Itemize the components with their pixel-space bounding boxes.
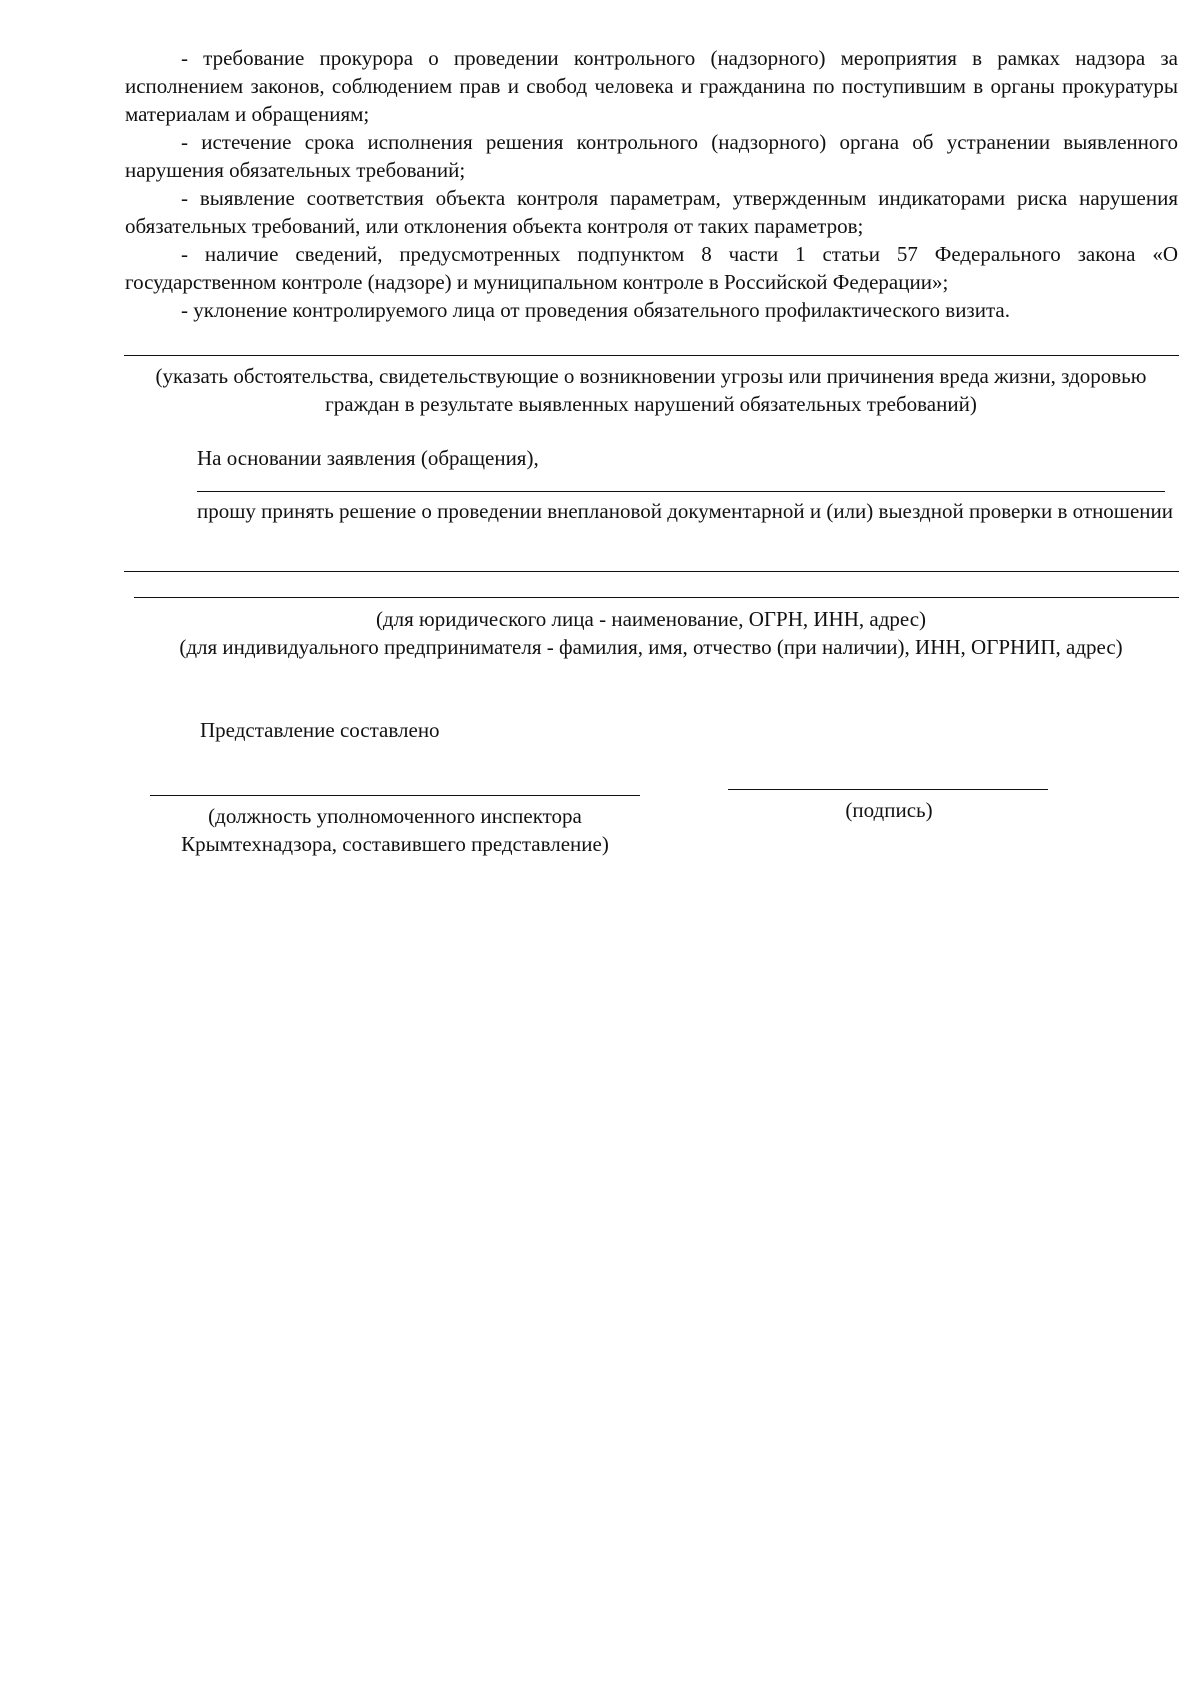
entity-caption-legal: (для юридического лица - наименование, ОГРН, ИНН, адрес) <box>375 607 927 631</box>
entity-blank-line-1 <box>124 571 1179 572</box>
position-caption: (должность уполномоченного инспектора Крымтехнадзора, составившего представление) <box>181 804 609 856</box>
compiled-label: Представление составлено <box>200 718 440 742</box>
request-text: прошу принять решение о проведении внеплановой документарной и (или) выездной проверки в отношении <box>197 499 1174 523</box>
signature-blank-line <box>728 789 1048 790</box>
entity-blank-line-2 <box>134 597 1179 598</box>
basis-label: На основании заявления (обращения), <box>197 446 539 470</box>
entity-caption-individual: (для индивидуального предпринимателя - фамилия, имя, отчество (при наличии), ИНН, ОГРНИП, адрес) <box>179 635 1123 659</box>
ground-visit-evasion: - уклонение контролируемого лица от проведения обязательного профилактического визита. <box>181 298 1010 322</box>
ground-risk-indicators: - выявление соответствия объекта контроля параметрам, утвержденным индикаторами риска нарушения обязательных требований, или отклонения объекта контроля от таких параметров; <box>125 186 1178 238</box>
ground-deadline-expired: - истечение срока исполнения решения контрольного (надзорного) органа об устранении выявленного нарушения обязательных требований; <box>125 130 1178 182</box>
basis-blank-line <box>197 491 1165 492</box>
request-block <box>125 497 1178 525</box>
signature-caption: (подпись) <box>845 798 933 822</box>
position-blank-line <box>150 795 640 796</box>
ground-federal-law-info: - наличие сведений, предусмотренных подпунктом 8 части 1 статьи 57 Федерального закона «О государственном контроле (надзоре) и муниципальном контроле в Российской Федерации»; <box>125 242 1178 294</box>
ground-prosecutor-request: - требование прокурора о проведении контрольного (надзорного) мероприятия в рамках надзора за исполнением законов, соблюдением прав и свобод человека и гражданина по поступившим в органы прокуратуры материалам и обращениям; <box>125 46 1178 126</box>
grounds-list <box>125 44 1178 324</box>
circumstances-caption: (указать обстоятельства, свидетельствующие о возникновении угрозы или причинения вреда жизни, здоровью граждан в результате выявленных нарушений обязательных требований) <box>155 364 1147 416</box>
circumstances-blank-line <box>124 355 1179 356</box>
